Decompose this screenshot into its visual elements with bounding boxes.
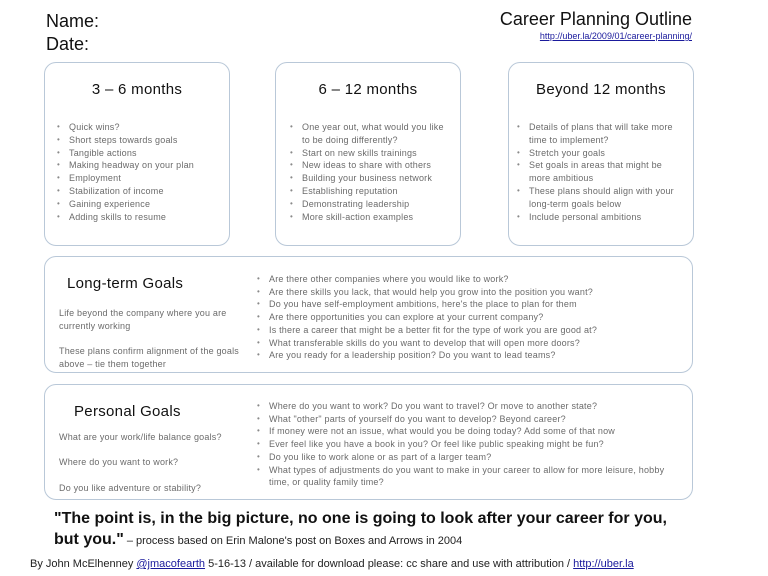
list-item: • Where do you want to work? Do you want to travel? Or move to another state? [255, 400, 684, 413]
list-item: • Stabilization of income [55, 185, 223, 198]
list-item: • Set goals in areas that might be more ambitious [515, 159, 679, 185]
list-item: • New ideas to share with others [288, 159, 448, 172]
list-item: • Building your business network [288, 172, 448, 185]
personal-question-location: Where do you want to work? [59, 457, 179, 467]
bullet-list [55, 121, 223, 223]
quote-credit: – process based on Erin Malone's post on Boxes and Arrows in 2004 [123, 535, 463, 547]
footer-site-link[interactable]: http://uber.la [573, 558, 634, 570]
list-item: • Demonstrating leadership [288, 198, 448, 211]
bullet-list [255, 400, 684, 489]
bullet-list [288, 121, 448, 223]
long-term-description: Life beyond the company where you are currently working [59, 308, 227, 331]
box-6-12-months [275, 62, 461, 246]
footer [30, 558, 768, 570]
list-item: • More skill-action examples [288, 211, 448, 224]
footer-prefix: By John McElhenney [30, 558, 137, 570]
list-item: • Stretch your goals [515, 147, 679, 160]
bullet-list [515, 121, 679, 223]
list-item: • Ever feel like you have a book in you? Or feel like public speaking might be fun? [255, 438, 684, 451]
box-title: Personal Goals [74, 403, 181, 420]
personal-question-adventure: Do you like adventure or stability? [59, 483, 202, 493]
box-title: 3 – 6 months [91, 81, 183, 98]
title-link[interactable]: http://uber.la/2009/01/career-planning/ [539, 31, 692, 41]
list-item: • Do you have self-employment ambitions, here's the place to plan for them [255, 298, 684, 311]
box-personal-goals [44, 384, 693, 500]
list-item: • Start on new skills trainings [288, 147, 448, 160]
name-date-block [46, 10, 99, 56]
list-item: • If money were not an issue, what would you be doing today? Add some of that now [255, 425, 684, 438]
list-item: • What transferable skills do you want to develop that will open more doors? [255, 337, 684, 350]
long-term-alignment-note: These plans confirm alignment of the goals above – tie them together [59, 346, 239, 369]
list-item: • Are you ready for a leadership position? Do you want to lead teams? [255, 349, 684, 362]
page-title: Career Planning Outline [499, 9, 692, 29]
box-title: Beyond 12 months [536, 81, 666, 98]
list-item: • Are there skills you lack, that would help you grow into the position you want? [255, 286, 684, 299]
list-item: • Establishing reputation [288, 185, 448, 198]
list-item: • Employment [55, 172, 223, 185]
quote-block [54, 508, 694, 552]
list-item: • Gaining experience [55, 198, 223, 211]
list-item: • Tangible actions [55, 147, 223, 160]
box-3-6-months [44, 62, 230, 246]
box-beyond-12-months [508, 62, 694, 246]
list-item: • Is there a career that might be a better fit for the type of work you are good at? [255, 324, 684, 337]
box-title: Long-term Goals [67, 275, 184, 292]
list-item: • Are there other companies where you would like to work? [255, 273, 684, 286]
list-item: • Details of plans that will take more time to implement? [515, 121, 679, 147]
list-item: • What types of adjustments do you want to make in your career to allow for more leisure, hobby time, or quality family time? [255, 464, 684, 489]
footer-handle-link[interactable]: @jmacofearth [136, 558, 206, 570]
list-item: • Making headway on your plan [55, 159, 223, 172]
list-item: • What "other" parts of yourself do you want to develop? Beyond career? [255, 413, 684, 426]
name-label: Name: [46, 11, 100, 31]
personal-question-balance: What are your work/life balance goals? [59, 432, 222, 442]
list-item: • Quick wins? [55, 121, 223, 134]
date-label: Date: [46, 34, 90, 54]
list-item: • One year out, what would you like to be doing differently? [288, 121, 448, 147]
list-item: • Do you like to work alone or as part of a larger team? [255, 451, 684, 464]
list-item: • Short steps towards goals [55, 134, 223, 147]
box-title: 6 – 12 months [318, 81, 418, 98]
quote-text: "The point is, in the big picture, no one is going to look after your career for you, but you." [54, 510, 667, 548]
bullet-list [255, 273, 684, 362]
list-item: • These plans should align with your long-term goals below [515, 185, 679, 211]
list-item: • Adding skills to resume [55, 211, 223, 224]
footer-middle: 5-16-13 / available for download please: cc share and use with attribution / [205, 558, 574, 570]
box-long-term-goals [44, 256, 693, 373]
list-item: • Are there opportunities you can explore at your current company? [255, 311, 684, 324]
list-item: • Include personal ambitions [515, 211, 679, 224]
